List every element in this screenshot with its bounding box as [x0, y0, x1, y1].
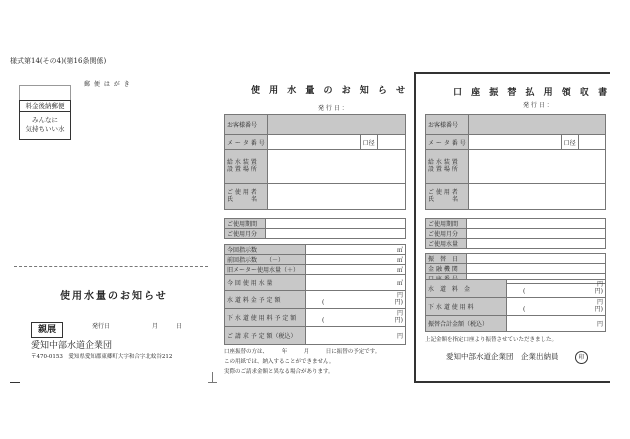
- middle-usage-table: [224, 244, 406, 345]
- right-install-location-value: [468, 150, 605, 184]
- crop-mark: [10, 382, 20, 383]
- install-location-value: [267, 150, 405, 184]
- old-meter-value: ㎥: [306, 265, 406, 275]
- meter-no-label: メ ー タ 番 号: [225, 135, 268, 150]
- postage-stamp: [19, 100, 71, 140]
- right-title: 口 座 振 替 払 用 領 収 書: [453, 88, 611, 98]
- install-location-label: 給 水 装 置 設 置 場 所: [225, 150, 268, 184]
- transfer-date-value: [467, 254, 606, 264]
- right-customer-no-value: [468, 115, 605, 135]
- right-diameter-label: 口径: [561, 135, 578, 150]
- receipt-bottom-border: [414, 381, 610, 383]
- receipt-top-border: [414, 72, 610, 74]
- postcard-issue-label: 発行日: [92, 323, 111, 330]
- water-fee-label: 水 道 料 金 予 定 額: [225, 291, 306, 309]
- middle-note-2: この用紙では、納入することができません。: [224, 359, 335, 365]
- middle-note-3: 実際のご請求金額と異なる場合があります。: [224, 369, 334, 375]
- bank-label: 金 融 機 関: [426, 264, 467, 274]
- meter-no-value: [267, 135, 360, 150]
- right-meter-no-value: [468, 135, 561, 150]
- this-reading-value: ㎥: [306, 245, 406, 255]
- this-reading-label: 今回指示数: [225, 245, 306, 255]
- diameter-label: 口径: [360, 135, 377, 150]
- sewer-fee-label: 下 水 道 使 用 料 予 定 額: [225, 309, 306, 327]
- customer-no-value: [267, 115, 405, 135]
- middle-issue-label: 発 行 日 ：: [318, 105, 348, 112]
- right-user-name-value: [468, 184, 605, 210]
- form-number: 様式第14(その4)(第16条関係): [10, 57, 107, 65]
- transfer-date-label: 振 替 日: [426, 254, 467, 264]
- crop-mark: [208, 382, 217, 383]
- middle-customer-table: [224, 114, 406, 210]
- diameter-value: [377, 135, 405, 150]
- right-months-label: ご使用月分: [426, 229, 467, 239]
- right-period-table: [425, 218, 606, 249]
- right-sewer-fee-label: 下 水 道 使 用 料: [426, 298, 507, 316]
- postcard-address: 〒470-0153 愛知県愛知郡東郷町大字和合字北蚊谷212: [31, 354, 173, 360]
- confidential-badge: 親展: [31, 322, 63, 338]
- customer-no-label: お客様番号: [225, 115, 268, 135]
- prev-reading-label: 前回指示数 （－）: [225, 255, 306, 265]
- total-label: 振替合計金額（税込）: [426, 316, 507, 332]
- middle-note-1: 口座振替の方は、 年 月 日に振替の予定です。: [224, 349, 381, 355]
- right-meter-no-label: メ ー タ 番 号: [426, 135, 469, 150]
- received-note: 上記金額を指定口座より振替させていただきました。: [425, 337, 558, 343]
- this-usage-value: ㎥: [306, 275, 406, 291]
- right-install-location-label: 給 水 装 置 設 置 場 所: [426, 150, 469, 184]
- billing-label: ご 請 求 予 定 額（税込）: [225, 327, 306, 345]
- period-value: [266, 219, 406, 229]
- postcard-notice-title: 使用水量のお知らせ: [60, 291, 168, 302]
- postcard-day: 日: [176, 323, 183, 330]
- right-user-name-label: ご 使 用 者 氏 名: [426, 184, 469, 210]
- stamp-line3: 気持ちいい水: [25, 125, 65, 133]
- middle-title: 使 用 水 量 の お 知 ら せ: [251, 86, 409, 96]
- receipt-left-border: [414, 72, 416, 382]
- months-value: [266, 229, 406, 239]
- right-water-fee-value: 円 ( 円): [507, 280, 606, 298]
- postcard-month: 月: [152, 323, 159, 330]
- stamp-line1: 料金後納郵便: [20, 101, 70, 112]
- right-issue-label: 発 行 日 ：: [523, 102, 553, 109]
- postcard-heading: 郵 便 は が き: [84, 81, 131, 88]
- user-name-label: ご 使 用 者 氏 名: [225, 184, 268, 210]
- this-usage-label: 今 回 使 用 水 量: [225, 275, 306, 291]
- seal-mark: 印: [575, 351, 588, 364]
- stamp-line2: みんなに: [32, 116, 58, 124]
- bank-value: [467, 264, 606, 274]
- months-label: ご使用月分: [225, 229, 266, 239]
- prev-reading-value: ㎥: [306, 255, 406, 265]
- period-label: ご使用期間: [225, 219, 266, 229]
- right-usage-label: ご使用水量: [426, 239, 467, 249]
- old-meter-label: 旧メーター使用水量（＋）: [225, 265, 306, 275]
- billing-value: 円: [306, 327, 406, 345]
- right-period-label: ご使用期間: [426, 219, 467, 229]
- right-customer-no-label: お客様番号: [426, 115, 469, 135]
- total-value: 円: [507, 316, 606, 332]
- right-months-value: [467, 229, 606, 239]
- water-fee-value: 円 ( 円): [306, 291, 406, 309]
- perforation-line: [14, 266, 208, 267]
- user-name-value: [267, 184, 405, 210]
- right-sewer-fee-value: 円 ( 円): [507, 298, 606, 316]
- middle-period-table: [224, 218, 406, 239]
- right-period-value: [467, 219, 606, 229]
- right-water-fee-label: 水 道 料 金: [426, 280, 507, 298]
- right-usage-value: [467, 239, 606, 249]
- right-fee-table: [425, 279, 606, 332]
- sewer-fee-value: 円 ( 円): [306, 309, 406, 327]
- postal-code-box: [19, 85, 71, 101]
- postcard-org-name: 愛知中部水道企業団: [31, 341, 113, 351]
- right-customer-table: [425, 114, 606, 210]
- right-diameter-value: [578, 135, 605, 150]
- crop-mark: [212, 372, 213, 382]
- right-org-name: 愛知中部水道企業団 企業出納員: [446, 352, 559, 361]
